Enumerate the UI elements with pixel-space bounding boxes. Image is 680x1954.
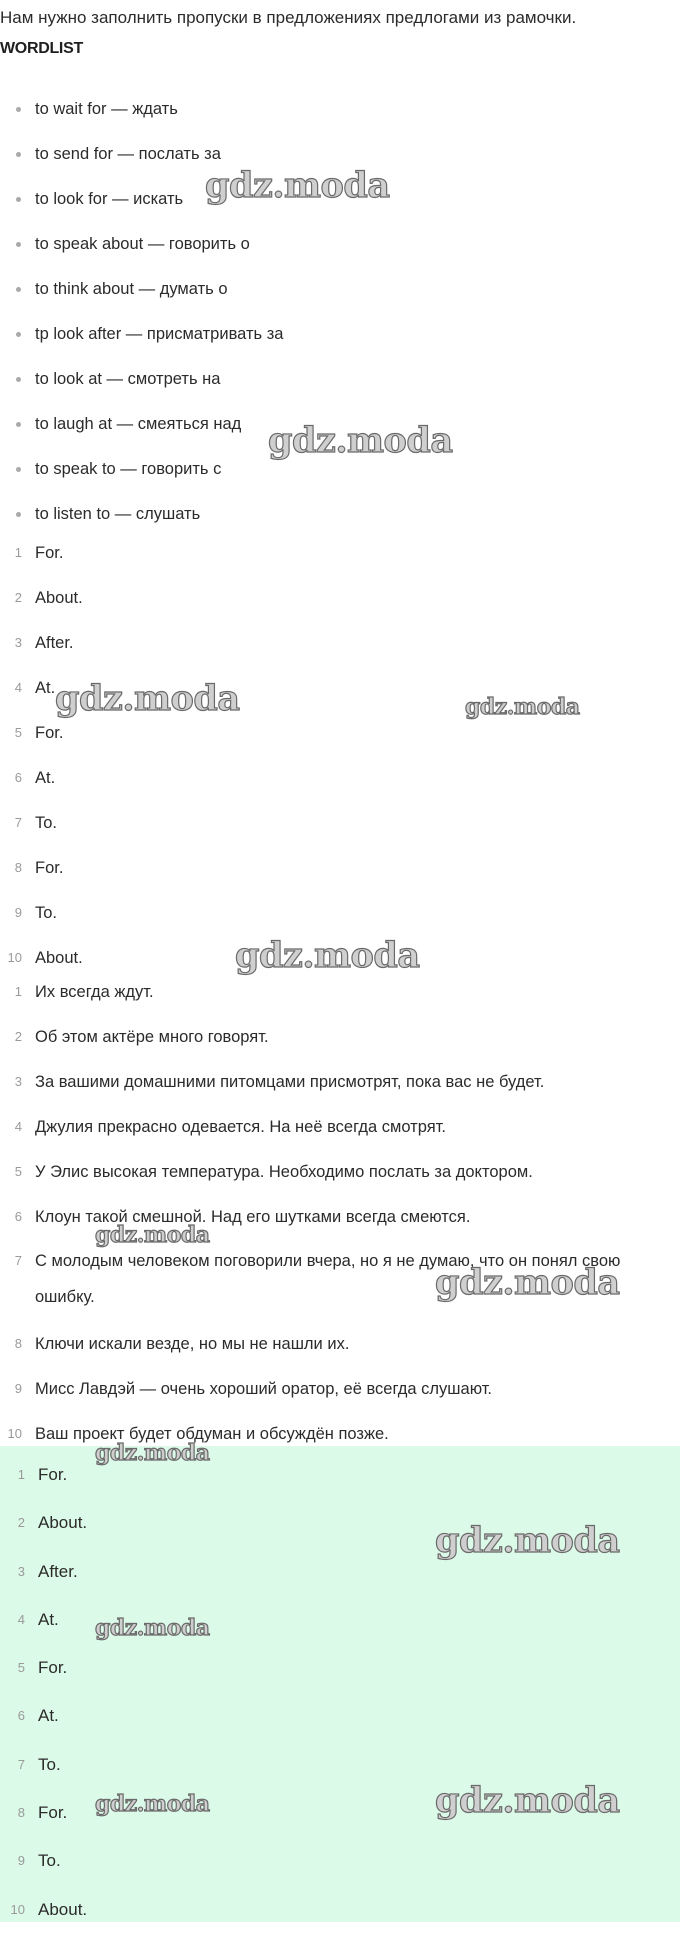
watermark: gdz.moda <box>55 678 240 719</box>
answer-item <box>0 534 680 579</box>
item-number: 1 <box>14 984 22 999</box>
bullet-icon <box>16 152 21 157</box>
bullet-icon <box>16 197 21 202</box>
translation-text: Мисс Лавдэй — очень хороший оратор, её всегда слушают. <box>35 1380 493 1398</box>
item-number: 1 <box>14 545 22 560</box>
watermark: gdz.moda <box>435 1262 620 1303</box>
item-number: 2 <box>17 1515 25 1531</box>
wordlist-item-text: to look at — смотреть на <box>35 370 221 388</box>
watermark: gdz.moda <box>95 1615 210 1641</box>
watermark: gdz.moda <box>95 1440 210 1466</box>
item-number: 3 <box>14 635 22 650</box>
answer-item <box>0 624 680 669</box>
answer-box-text: About. <box>38 1899 88 1919</box>
answer-box-text: To. <box>38 1754 61 1774</box>
answers-list <box>0 534 680 984</box>
answer-text: To. <box>35 904 58 922</box>
item-number: 6 <box>17 1708 25 1724</box>
answer-box-text: At. <box>38 1706 59 1726</box>
item-number: 5 <box>14 1164 22 1179</box>
watermark: gdz.moda <box>95 1791 210 1817</box>
answer-box-text: To. <box>38 1851 61 1871</box>
answer-item <box>0 669 680 714</box>
watermark: gdz.moda <box>95 1222 210 1248</box>
answer-box-item <box>0 1599 680 1647</box>
translation-item <box>0 1370 680 1415</box>
translation-text: Ключи искали везде, но мы не нашли их. <box>35 1335 350 1353</box>
wordlist-item <box>0 90 680 135</box>
item-number: 6 <box>14 770 22 785</box>
item-number: 8 <box>17 1805 25 1821</box>
answer-text: For. <box>35 859 64 877</box>
wordlist-item <box>0 270 680 315</box>
translation-item <box>0 1198 680 1243</box>
answer-item <box>0 759 680 804</box>
answer-item <box>0 894 680 939</box>
answer-text: About. <box>35 949 83 967</box>
item-number: 4 <box>17 1611 25 1627</box>
watermark: gdz.moda <box>435 1520 620 1561</box>
item-number: 10 <box>7 950 22 965</box>
bullet-icon <box>16 512 21 517</box>
answer-box-item <box>0 1889 680 1937</box>
translation-text: Клоун такой смешной. Над его шутками всегда смеются. <box>35 1208 471 1226</box>
wordlist-item <box>0 225 680 270</box>
wordlist-item <box>0 135 680 180</box>
translation-item <box>0 1325 680 1370</box>
answer-text: At. <box>35 769 56 787</box>
bullet-icon <box>16 422 21 427</box>
answer-item <box>0 804 680 849</box>
answer-box-text: For. <box>38 1658 68 1678</box>
wordlist-item-text: to speak to — говорить с <box>35 460 222 478</box>
translation-item <box>0 1063 680 1108</box>
translation-item <box>0 1018 680 1063</box>
answer-box <box>0 1446 680 1922</box>
wordlist <box>0 90 680 540</box>
wordlist-item-text: to speak about — говорить о <box>35 235 250 253</box>
answer-text: For. <box>35 544 64 562</box>
item-number: 5 <box>17 1660 25 1676</box>
item-number: 7 <box>17 1756 25 1772</box>
watermark: gdz.moda <box>268 420 453 461</box>
wordlist-item-text: to listen to — слушать <box>35 505 201 523</box>
bullet-icon <box>16 467 21 472</box>
translation-item <box>0 1153 680 1198</box>
translation-item <box>0 973 680 1018</box>
answer-box-item <box>0 1647 680 1695</box>
answer-box-text: For. <box>38 1465 68 1484</box>
wordlist-item-text: to think about — думать о <box>35 280 228 298</box>
answer-box-item <box>0 1502 680 1550</box>
watermark: gdz.moda <box>235 935 420 976</box>
item-number: 6 <box>14 1209 22 1224</box>
wordlist-item <box>0 360 680 405</box>
answer-item <box>0 579 680 624</box>
item-number: 5 <box>14 725 22 740</box>
bullet-icon <box>16 332 21 337</box>
wordlist-item-text: to look for — искать <box>35 190 184 208</box>
wordlist-item <box>0 180 680 225</box>
answer-box-text: At. <box>38 1609 59 1629</box>
bullet-icon <box>16 242 21 247</box>
wordlist-item <box>0 405 680 450</box>
bullet-icon <box>16 377 21 382</box>
answer-text: At. <box>35 679 56 697</box>
item-number: 3 <box>17 1563 25 1579</box>
item-number: 4 <box>14 1119 22 1134</box>
translation-text: Об этом актёре много говорят. <box>35 1028 269 1046</box>
answer-box-item <box>0 1840 680 1888</box>
item-number: 9 <box>14 905 22 920</box>
answer-box-list <box>0 1454 680 1937</box>
intro-text: Нам нужно заполнить пропуски в предложениях предлогами из рамочки. <box>0 8 577 27</box>
wordlist-item-text: to wait for — ждать <box>35 100 178 118</box>
item-number: 1 <box>17 1467 25 1482</box>
answer-box-text: About. <box>38 1513 88 1533</box>
item-number: 10 <box>7 1426 22 1441</box>
watermark: gdz.moda <box>435 1780 620 1821</box>
translation-text: Ваш проект будет обдуман и обсуждён позже. <box>35 1425 389 1443</box>
wordlist-heading: WORDLIST <box>0 40 83 57</box>
item-number: 7 <box>14 815 22 830</box>
answer-box-item <box>0 1792 680 1840</box>
answer-box-item <box>0 1744 680 1792</box>
answer-text: To. <box>35 814 58 832</box>
wordlist-item-text: to laugh at — смеяться над <box>35 415 242 433</box>
answer-box-item <box>0 1551 680 1599</box>
item-number: 9 <box>17 1853 25 1869</box>
item-number: 4 <box>14 680 22 695</box>
answer-box-item <box>0 1454 680 1502</box>
answer-text: About. <box>35 589 83 607</box>
answer-item <box>0 849 680 894</box>
bullet-icon <box>16 287 21 292</box>
translation-text: За вашими домашними питомцами присмотрят, пока вас не будет. <box>35 1073 545 1091</box>
item-number: 8 <box>14 1336 22 1351</box>
item-number: 8 <box>14 860 22 875</box>
wordlist-item-text: to send for — послать за <box>35 145 221 163</box>
bullet-icon <box>16 107 21 112</box>
translation-text: У Элис высокая температура. Необходимо послать за доктором. <box>35 1163 533 1181</box>
item-number: 9 <box>14 1381 22 1396</box>
translations-list <box>0 973 680 1460</box>
translation-text: Джулия прекрасно одевается. На неё всегда смотрят. <box>35 1118 446 1136</box>
item-number: 2 <box>14 590 22 605</box>
wordlist-item <box>0 450 680 495</box>
wordlist-item-text: tp look after — присматривать за <box>35 325 284 343</box>
watermark: gdz.moda <box>205 165 390 206</box>
translation-text: Их всегда ждут. <box>35 983 154 1001</box>
translation-text: С молодым человеком поговорили вчера, но я не думаю, что он понял свою ошибку. <box>35 1252 621 1306</box>
translation-item <box>0 1243 680 1325</box>
item-number: 7 <box>14 1253 22 1268</box>
wordlist-item <box>0 315 680 360</box>
answer-box-text: For. <box>38 1803 68 1823</box>
answer-text: For. <box>35 724 64 742</box>
watermark: gdz.moda <box>465 694 580 720</box>
answer-box-item <box>0 1695 680 1743</box>
answer-item <box>0 714 680 759</box>
item-number: 10 <box>10 1901 25 1917</box>
answer-text: After. <box>35 634 74 652</box>
answer-box-text: After. <box>38 1561 78 1581</box>
translation-item <box>0 1108 680 1153</box>
item-number: 2 <box>14 1029 22 1044</box>
item-number: 3 <box>14 1074 22 1089</box>
